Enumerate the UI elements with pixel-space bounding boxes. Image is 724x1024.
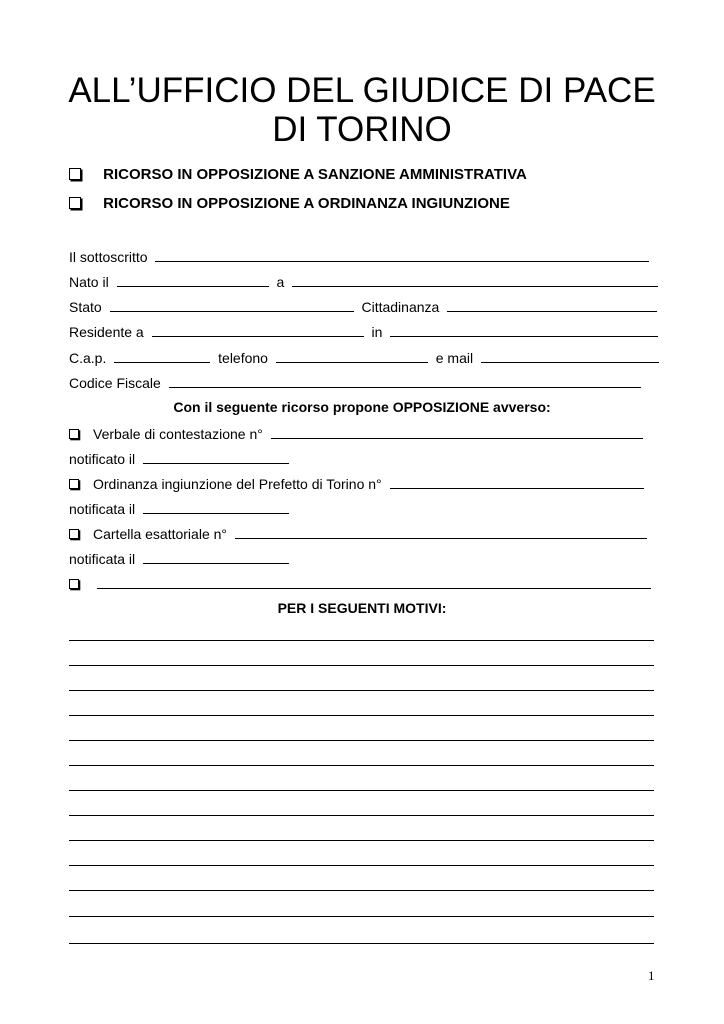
input-cittadinanza[interactable] <box>447 298 657 312</box>
option-sanzione-label: RICORSO IN OPPOSIZIONE A SANZIONE AMMINISTRATIVA <box>103 166 527 183</box>
checkbox-icon[interactable] <box>69 197 81 209</box>
input-altro[interactable] <box>97 575 651 589</box>
motivi-line[interactable] <box>69 916 654 917</box>
input-notificata-cartella[interactable] <box>143 550 289 564</box>
title-line-1: ALL’UFFICIO DEL GIUDICE DI PACE <box>68 71 656 110</box>
motivi-heading: PER I SEGUENTI MOTIVI: <box>277 600 447 616</box>
motivi-line[interactable] <box>69 865 654 866</box>
label-cap: C.a.p. <box>69 350 107 366</box>
motivi-line[interactable] <box>69 890 654 891</box>
motivi-line[interactable] <box>69 640 654 641</box>
label-notificato: notificato il <box>69 451 136 467</box>
motivi-line[interactable] <box>69 690 654 691</box>
field-row-codice-fiscale <box>69 374 641 392</box>
act-ordinanza-notifica <box>69 500 289 518</box>
input-data-nascita[interactable] <box>117 273 269 287</box>
checkbox-icon[interactable] <box>69 479 79 489</box>
opposition-heading-after: avverso: <box>489 399 551 415</box>
act-ordinanza <box>69 475 644 493</box>
label-notificata-cartella: notificata il <box>69 551 136 567</box>
input-luogo-nascita[interactable] <box>292 273 658 287</box>
input-cap[interactable] <box>114 349 210 363</box>
input-email[interactable] <box>481 349 659 363</box>
field-row-nato <box>69 273 658 291</box>
label-cartella: Cartella esattoriale n° <box>93 526 227 542</box>
input-stato[interactable] <box>110 298 354 312</box>
input-sottoscritto[interactable] <box>155 248 649 262</box>
label-telefono: telefono <box>218 350 268 366</box>
act-verbale <box>69 425 643 443</box>
option-ordinanza-label: RICORSO IN OPPOSIZIONE A ORDINANZA INGIUNZIONE <box>103 195 510 212</box>
opposition-heading-before: Con il seguente ricorso propone <box>173 399 393 415</box>
motivi-line[interactable] <box>69 740 654 741</box>
input-notificata-ordinanza[interactable] <box>143 500 289 514</box>
label-a: a <box>276 274 285 290</box>
input-ordinanza[interactable] <box>390 475 644 489</box>
label-in: in <box>371 324 383 340</box>
act-verbale-notifica <box>69 450 289 468</box>
act-altro <box>69 575 651 593</box>
label-stato: Stato <box>69 299 102 315</box>
label-nato: Nato il <box>69 274 109 290</box>
label-sottoscritto: Il sottoscritto <box>69 249 148 265</box>
field-row-sottoscritto <box>69 248 649 266</box>
field-row-contatti <box>69 349 659 367</box>
label-cittadinanza: Cittadinanza <box>361 299 440 315</box>
opposition-heading-highlight: OPPOSIZIONE <box>392 399 490 415</box>
input-verbale[interactable] <box>271 425 643 439</box>
motivi-line[interactable] <box>69 840 654 841</box>
input-residente[interactable] <box>152 323 364 337</box>
checkbox-icon[interactable] <box>69 168 81 180</box>
act-cartella-notifica <box>69 550 289 568</box>
label-notificata-ordinanza: notificata il <box>69 501 136 517</box>
motivi-line[interactable] <box>69 765 654 766</box>
label-codice-fiscale: Codice Fiscale <box>69 375 161 391</box>
motivi-line[interactable] <box>69 715 654 716</box>
motivi-line[interactable] <box>69 665 654 666</box>
input-codice-fiscale[interactable] <box>169 374 641 388</box>
label-ordinanza: Ordinanza ingiunzione del Prefetto di Torino n° <box>93 476 382 492</box>
page-number: 1 <box>648 968 655 983</box>
field-row-stato <box>69 298 657 316</box>
input-telefono[interactable] <box>276 349 428 363</box>
input-cartella[interactable] <box>235 525 647 539</box>
opposition-heading <box>0 399 724 416</box>
input-indirizzo[interactable] <box>390 323 658 337</box>
act-cartella <box>69 525 647 543</box>
motivi-line[interactable] <box>69 815 654 816</box>
label-verbale: Verbale di contestazione n° <box>93 426 263 442</box>
motivi-line[interactable] <box>69 790 654 791</box>
option-sanzione[interactable] <box>69 166 527 184</box>
checkbox-icon[interactable] <box>69 429 79 439</box>
checkbox-icon[interactable] <box>69 529 79 539</box>
motivi-line[interactable] <box>69 943 654 944</box>
field-row-residente <box>69 323 658 341</box>
label-email: e mail <box>435 350 474 366</box>
option-ordinanza[interactable] <box>69 195 510 213</box>
title-line-2: DI TORINO <box>272 110 452 149</box>
input-notificato-verbale[interactable] <box>143 450 289 464</box>
label-residente: Residente a <box>69 324 144 340</box>
checkbox-icon[interactable] <box>69 579 79 589</box>
